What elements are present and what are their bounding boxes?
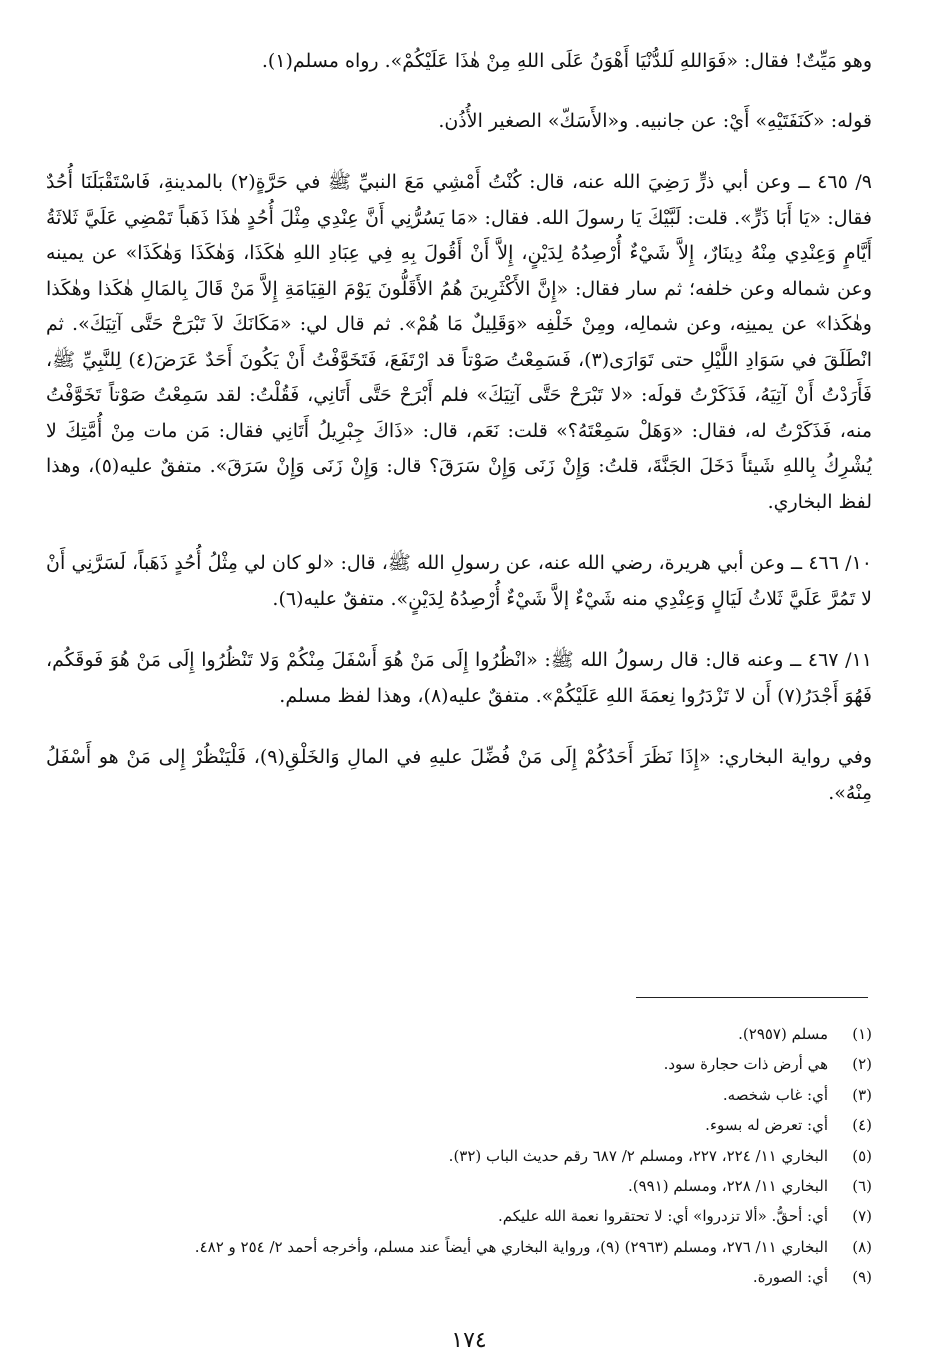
footnote-text: أي: غاب شخصه. — [722, 1085, 828, 1104]
paragraph-hadith-ending: وهو مَيِّتٌ! فقال: «فَوَاللهِ لَلدُّنْيَا أَهْوَنُ عَلَى اللهِ مِنْ هٰذَا عَلَيْكُمْ». رواه مسلم(١). — [261, 50, 872, 72]
paragraph-hadith-467: ١١/ ٤٦٧ ــ وعنه قال: قال رسولُ الله ﷺ: «انْظُرُوا إِلَى مَنْ هُوَ أَسْفَلَ مِنْكُمْ وَلا تَنْظُرُوا إِلَى مَنْ هُوَ فَوقَكُم، فَهُوَ أَجْدَرُ(٧) أَن لا تَزْدَرُوا نِعمَةَ اللهِ عَلَيْكُمْ». متفقٌ عليه(٨)، وهذا لفظ مسلم. — [46, 649, 872, 707]
footnote-divider — [636, 997, 868, 998]
footnote-number: (٢) — [852, 1055, 872, 1074]
paragraph-explanation: قوله: «كَنَفَتَيْهِ» أَيْ: عن جانبيه. و«الأَسَكّ» الصغير الأُذُن. — [438, 109, 872, 132]
footnote-text: البخاري ١١/ ٢٢٨، ومسلم (٩٩١). — [627, 1177, 828, 1196]
footnote-text: أي: الصورة. — [752, 1268, 828, 1287]
footnote-number: (٤) — [852, 1116, 872, 1135]
footnote-text: هي أرض ذات حجارة سود. — [663, 1055, 828, 1074]
paragraph-hadith-466: ١٠/ ٤٦٦ ــ وعن أبي هريرة، رضي الله عنه، عن رسولِ الله ﷺ، قال: «لو كان لي مِثْلُ أُحُدٍ ذَهَباً، لَسَرَّنِي أَنْ لا تَمُرَّ عَلَيَّ ثَلاثُ لَيَالٍ وَعِنْدِي منه شَيْءٌ إلاَّ شَيْءٌ أُرْصِدُهُ لِدَيْنٍ». متفقٌ عليه(٦). — [46, 552, 872, 610]
footnote-number: (٧) — [852, 1207, 872, 1226]
footnote-item — [52, 1110, 872, 1140]
page-number: ١٧٤ — [451, 1328, 487, 1353]
footnote-number: (٦) — [852, 1177, 872, 1196]
footnote-number: (٣) — [852, 1085, 872, 1104]
footnote-item — [52, 1171, 872, 1201]
footnote-text: مسلم (٢٩٥٧). — [738, 1025, 828, 1043]
footnote-item — [52, 1019, 872, 1049]
footnote-item — [52, 1201, 872, 1231]
footnote-item — [52, 1049, 872, 1079]
footnote-number: (١) — [852, 1025, 872, 1043]
footnote-text: البخاري ١١/ ٢٧٦، ومسلم (٢٩٦٣) (٩)، ورواية البخاري هي أيضاً عند مسلم، وأخرجه أحمد ٢/ ٢٥٤ و ٤٨٢. — [194, 1237, 828, 1256]
footnote-item — [52, 1232, 872, 1262]
footnote-item — [52, 1262, 872, 1292]
footnote-number: (٥) — [852, 1146, 872, 1165]
footnote-number: (٩) — [852, 1268, 872, 1287]
footnotes-list — [52, 1019, 872, 1293]
footnote-item — [52, 1080, 872, 1110]
footnote-text: أي: أحقُّ. «ألا تزدروا» أي: لا تحتقروا نعمة الله عليكم. — [498, 1207, 828, 1226]
footnote-text: أي: تعرض له بسوء. — [705, 1116, 828, 1135]
paragraph-hadith-465: ٩/ ٤٦٥ ــ وعن أبي ذرٍّ رَضِيَ الله عنه، قال: كُنْتُ أَمْشِي مَعَ النبيِّ ﷺ في حَرَّةٍ(٢) بالمدينةِ، فَاسْتَقْبَلَنَا أُحُدٌ فقال: «يَا أَبَا ذَرٍّ». قلت: لَبَّيْكَ يَا رسولَ الله. فقال: «مَا يَسُرُّنِي أَنَّ عِنْدِي مِثْلَ أُحُدٍ هٰذَا ذَهَباً تَمْضِي عَلَيَّ ثَلاثَةُ أَيَّامٍ وَعِنْدِي مِنْهُ دِينَارٌ، إِلاَّ شَيْءٌ أُرْصِدُهُ لِدَيْنٍ، إِلاَّ أَنْ أَقُولَ بِهِ فِي عِبَادِ اللهِ هٰكَذَا، وَهٰكَذَا وَهٰكَذَا» عن يمينه وعن شماله وعن خلفه؛ ثم سار فقال: «إِنَّ الأَكْثَرِينَ هُمُ الأَقَلُّونَ يَوْمَ القِيَامَةِ إِلاَّ مَنْ قَالَ بِالمَالِ هٰكَذا وهٰكَذا وهٰكَذا» عن يمينِه، وعن شمالِه، ومِنْ خَلْفِه «وَقَلِيلٌ مَا هُمْ». ثم قال لي: «مَكَانَكَ لاَ تَبْرَحْ حَتَّى آتِيَكَ». ثم انْطَلَقَ في سَوَادِ اللَّيْلِ حتى تَوَارَى(٣)، فَسَمِعْتُ صَوْتاً قد ارْتَفَعَ، فَتَخَوَّفْتُ أَنْ يَكُونَ أَحَدٌ عَرَضَ(٤) لِلنَّبِيِّ ﷺ، فَأَرَدْتُ أَنْ آتِيَهُ، فَذَكَرْتُ قولَه: «لا تَبْرَحْ حَتَّى آتِيَكَ» فلم أَبْرَحْ حَتَّى أَتَانِي، فَقُلْتُ: لقد سَمِعْتُ صَوْتاً تَخَوَّفْتُ منه، فَذَكَرْتُ له، فقال: «وَهَلْ سَمِعْتَهُ؟» قلت: نَعَم، قال: «ذَاكَ جِبْرِيلُ أَتَانِي فقال: مَن مات مِنْ أُمَّتِكَ لا يُشْرِكُ بِاللهِ شَيئاً دَخَلَ الجَنَّةَ، قلتُ: وَإِنْ زَنَى وَإِنْ سَرَقَ؟ قال: وَإِنْ زَنَى وَإِنْ سَرَقَ». متفقٌ عليه(٥)، وهذا لفظ البخاري. — [46, 171, 873, 513]
footnote-number: (٨) — [852, 1237, 872, 1256]
footnote-item — [52, 1141, 872, 1171]
paragraph-bukhari-narration: وفي رواية البخاري: «إِذَا نَظَرَ أَحَدُكُمْ إِلَى مَنْ فُضِّلَ عليهِ في المالِ وَالخَلْقِ(٩)، فَلْيَنْظُرْ إِلى مَنْ هو أَسْفَلُ مِنْهُ». — [46, 746, 873, 804]
main-text — [46, 44, 872, 811]
footnote-text: البخاري ١١/ ٢٢٤، ٢٢٧، ومسلم ٢/ ٦٨٧ رقم حديث الباب (٣٢). — [448, 1146, 828, 1165]
